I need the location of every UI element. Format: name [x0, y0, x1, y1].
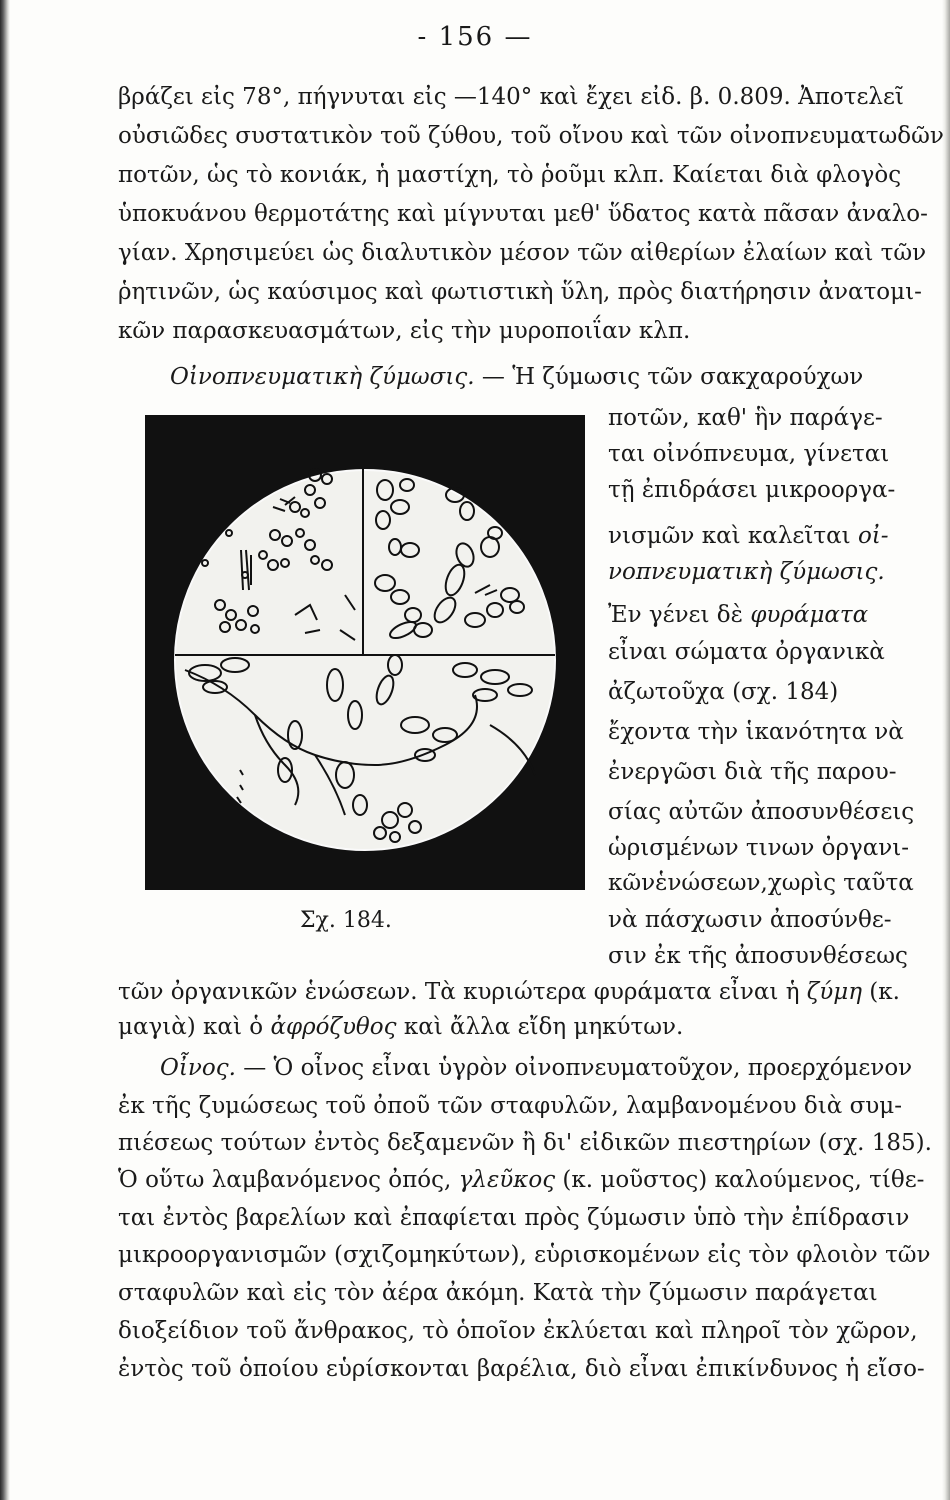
- text-line: κῶν παρασκευασμάτων, εἰς τὴν μυροποιΐαν κλπ.: [118, 318, 691, 344]
- text-line: [608, 521, 889, 551]
- page-shadow-left: [0, 0, 10, 1500]
- text-line: ἔχοντα τὴν ἱκανότητα νὰ: [608, 719, 904, 745]
- text-run: μαγιὰ) καὶ ὁ: [118, 1014, 264, 1040]
- text-line: [118, 1012, 683, 1042]
- text-line: σιν ἐκ τῆς ἀποσυνθέσεως: [608, 943, 908, 969]
- italic-term: ἀφρόζυθος: [270, 1014, 397, 1040]
- text-run: νισμῶν καὶ καλεῖται: [608, 523, 851, 549]
- text-line: [170, 362, 863, 392]
- text-line: βράζει εἰς 78°, πήγνυται εἰς —140° καὶ ἔχει εἰδ. β. 0.809. Ἀποτελεῖ: [118, 84, 904, 110]
- text-line: [160, 1053, 912, 1083]
- text-line: ται ἐντὸς βαρελίων καὶ ἐπαφίεται πρὸς ζύμωσιν ὑπὸ τὴν ἐπίδρασιν: [118, 1205, 910, 1231]
- text-run: Ἐν γένει δὲ: [608, 602, 743, 628]
- italic-term: οἰ-: [857, 523, 889, 549]
- page-shadow-right: [942, 0, 950, 1500]
- text-line: ὑποκυάνου θερμοτάτης καὶ μίγνυται μεθ' ὕδατος κατὰ πᾶσαν ἀναλο-: [118, 201, 928, 227]
- text-line: ποτῶν, καθ' ἣν παράγε-: [608, 405, 883, 431]
- italic-term: ζύμη: [806, 979, 862, 1005]
- text-line: ἀζωτοῦχα (σχ. 184): [608, 679, 839, 705]
- text-line: ὡρισμένων τινων ὀργανι-: [608, 835, 910, 861]
- text-run: (κ.: [869, 979, 900, 1005]
- text-line: διοξείδιον τοῦ ἄνθρακος, τὸ ὁποῖον ἐκλύεται καὶ πληροῖ τὸν χῶρον,: [118, 1318, 918, 1344]
- text-line: ται οἰνόπνευμα, γίνεται: [608, 441, 890, 467]
- text-line: γίαν. Χρησιμεύει ὡς διαλυτικὸν μέσον τῶν αἰθερίων ἐλαίων καὶ τῶν: [118, 240, 927, 266]
- text-line: σίας αὐτῶν ἀποσυνθέσεις: [608, 799, 915, 825]
- italic-term: φυράματα: [750, 602, 869, 628]
- text-line: [118, 977, 900, 1007]
- text-line: ἐνεργῶσι διὰ τῆς παρου-: [608, 759, 897, 785]
- text-line: ἐντὸς τοῦ ὁποίου εὑρίσκονται βαρέλια, διὸ εἶναι ἐπικίνδυνος ἡ εἴσο-: [118, 1356, 925, 1382]
- text-line: [608, 600, 868, 630]
- page-number: - 156 —: [417, 22, 533, 52]
- text-run: καὶ ἄλλα εἴδη μηκύτων.: [403, 1014, 684, 1040]
- microscope-illustration: [145, 415, 585, 890]
- text-line: μικροοργανισμῶν (σχιζομηκύτων), εὑρισκομένων εἰς τὸν φλοιὸν τῶν: [118, 1242, 931, 1268]
- text-run: — Ὁ οἶνος εἶναι ὑγρὸν οἰνοπνευματοῦχον, προερχόμενον: [243, 1055, 913, 1081]
- text-line: νὰ πάσχωσιν ἀποσύνθε-: [608, 907, 892, 933]
- figure-microorganisms: [145, 415, 585, 890]
- text-line: ἐκ τῆς ζυμώσεως τοῦ ὀποῦ τῶν σταφυλῶν, λαμβανομένου διὰ συμ-: [118, 1093, 902, 1119]
- text-run: τῶν ὀργανικῶν ἑνώσεων. Τὰ κυριώτερα φυράματα εἶναι ἡ: [118, 979, 800, 1005]
- text-line: οὐσιῶδες συστατικὸν τοῦ ζύθου, τοῦ οἴνου καὶ τῶν οἰνοπνευματωδῶν: [118, 123, 944, 149]
- text-run: (κ. μοῦστος) καλούμενος, τίθε-: [562, 1167, 925, 1193]
- text-line: ποτῶν, ὡς τὸ κονιάκ, ἡ μαστίχη, τὸ ῥοῦμι κλπ. Καίεται διὰ φλογὸς: [118, 162, 902, 188]
- text-run: Ὁ οὕτω λαμβανόμενος ὀπός,: [118, 1167, 452, 1193]
- figure-caption: Σχ. 184.: [300, 908, 392, 933]
- text-line: ῥητινῶν, ὡς καύσιμος καὶ φωτιστικὴ ὕλη, πρὸς διατήρησιν ἀνατομι-: [118, 279, 922, 305]
- text-line: κῶνἑνώσεων,χωρὶς ταῦτα: [608, 870, 914, 896]
- section-heading: Οἰνοπνευματικὴ ζύμωσις.: [170, 364, 475, 390]
- italic-term: γλεῦκος: [458, 1167, 556, 1193]
- section-heading: Οἶνος.: [160, 1055, 236, 1081]
- text-line: [118, 1165, 924, 1195]
- text-run: — Ἡ ζύμωσις τῶν σακχαρούχων: [481, 364, 864, 390]
- text-line: πιέσεως τούτων ἐντὸς δεξαμενῶν ἢ δι' εἰδικῶν πιεστηρίων (σχ. 185).: [118, 1130, 932, 1156]
- text-line: εἶναι σώματα ὀργανικὰ: [608, 639, 885, 665]
- text-line: σταφυλῶν καὶ εἰς τὸν ἀέρα ἀκόμη. Κατὰ τὴν ζύμωσιν παράγεται: [118, 1280, 878, 1306]
- text-line: νοπνευματικὴ ζύμωσις.: [608, 559, 885, 585]
- text-line: τῇ ἐπιδράσει μικροοργα-: [608, 477, 896, 503]
